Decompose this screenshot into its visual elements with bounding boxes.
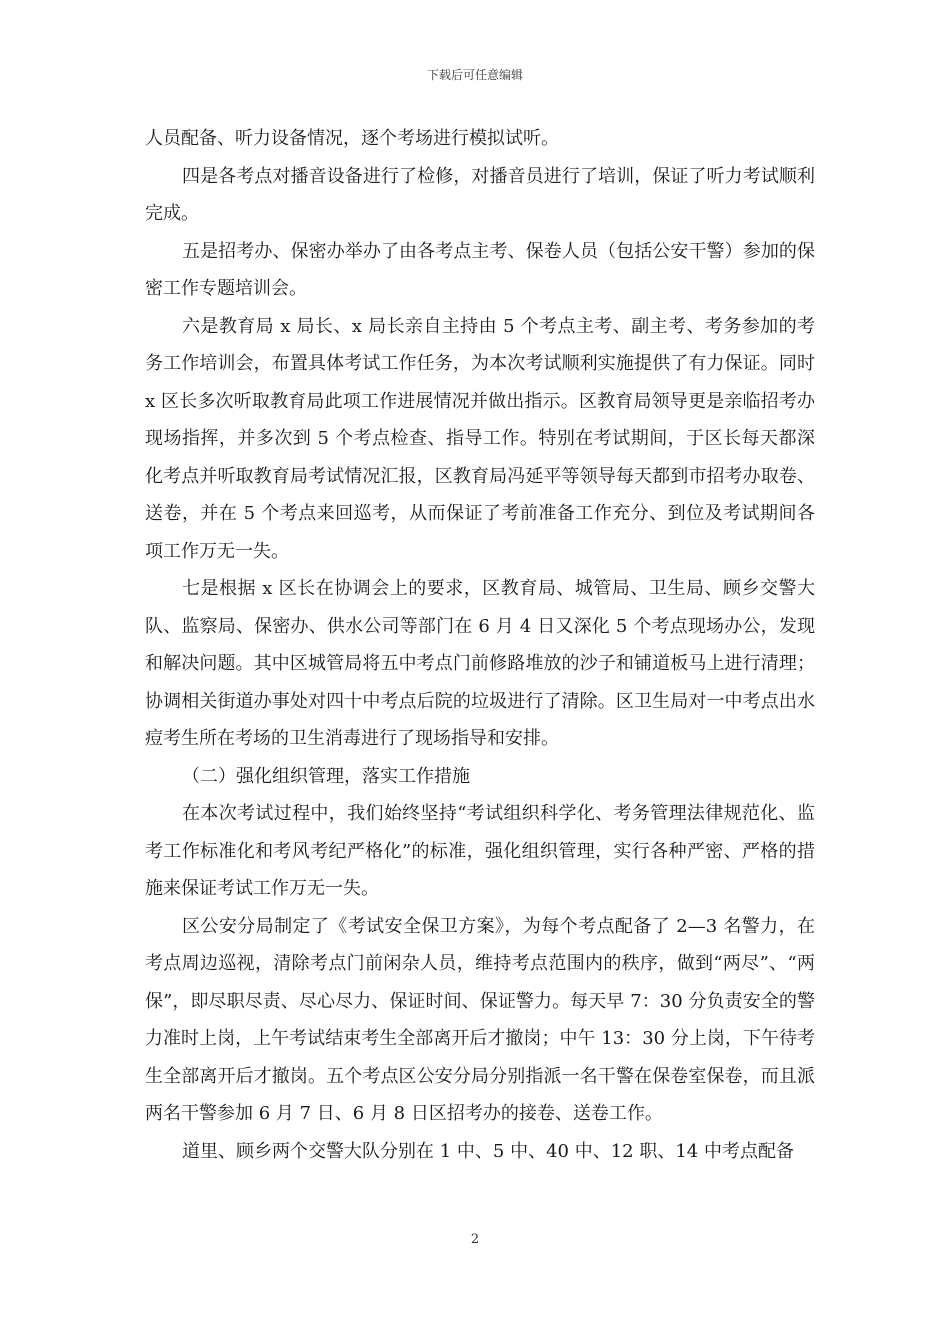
paragraph: 人员配备、听力设备情况，逐个考场进行模拟试听。	[145, 128, 559, 149]
paragraph: 七是根据 x 区长在协调会上的要求，区教育局、城管局、卫生局、顾乡交警大队、监察局、保密办、供水公司等部门在 6 月 4 日又深化 5 个考点现场办公，发现和解决问题。其中区城管局将五中考点门前修路堆放的沙子和铺道板马上进行清理；协调相关街道办事处对四十中考点后院的垃圾进行了清除。区卫生局对一中考点出水痘考生所在考场的卫生消毒进行了现场指导和安排。	[145, 578, 815, 749]
paragraph: 四是各考点对播音设备进行了检修，对播音员进行了培训，保证了听力考试顺利完成。	[145, 165, 815, 224]
section-heading: （二）强化组织管理，落实工作措施	[182, 765, 470, 787]
page-number: 2	[470, 1232, 480, 1247]
paragraph: 道里、顾乡两个交警大队分别在 1 中、5 中、40 中、12 职、14 中考点配备	[182, 1140, 794, 1162]
paragraph: 六是教育局 x 局长、x 局长亲自主持由 5 个考点主考、副主考、考务参加的考务工作培训会，布置具体考试工作任务，为本次考试顺利实施提供了有力保证。同时 x 区长多次听取教育局此项工作进展情况并做出指示。区教育局领导更是亲临招考办现场指挥，并多次到 5 个考点检查、指导工作。特别在考试期间，于区长每天都深化考点并听取教育局考试情况汇报，区教育局冯延平等领导每天都到市招考办取卷、送卷，并在 5 个考点来回巡考，从而保证了考前准备工作充分、到位及考试期间各项工作万无一失。	[145, 315, 815, 562]
document-body	[145, 120, 815, 1170]
page-header: 下载后可任意编辑	[426, 68, 523, 82]
paragraph: 五是招考办、保密办举办了由各考点主考、保卷人员（包括公安干警）参加的保密工作专题培训会。	[145, 240, 815, 299]
paragraph: 在本次考试过程中，我们始终坚持“考试组织科学化、考务管理法律规范化、监考工作标准化和考风考纪严格化”的标准，强化组织管理，实行各种严密、严格的措施来保证考试工作万无一失。	[145, 803, 815, 899]
paragraph: 区公安分局制定了《考试安全保卫方案》，为每个考点配备了 2—3 名警力，在考点周边巡视，清除考点门前闲杂人员，维持考点范围内的秩序，做到“两尽”、“两保”，即尽职尽责、尽心尽力、保证时间、保证警力。每天早 7：30 分负责安全的警力准时上岗，上午考试结束考生全部离开后才撤岗；中午 13：30 分上岗，下午待考生全部离开后才撤岗。五个考点区公安分局分别指派一名干警在保卷室保卷，而且派两名干警参加 6 月 7 日、6 月 8 日区招考办的接卷、送卷工作。	[145, 915, 815, 1124]
